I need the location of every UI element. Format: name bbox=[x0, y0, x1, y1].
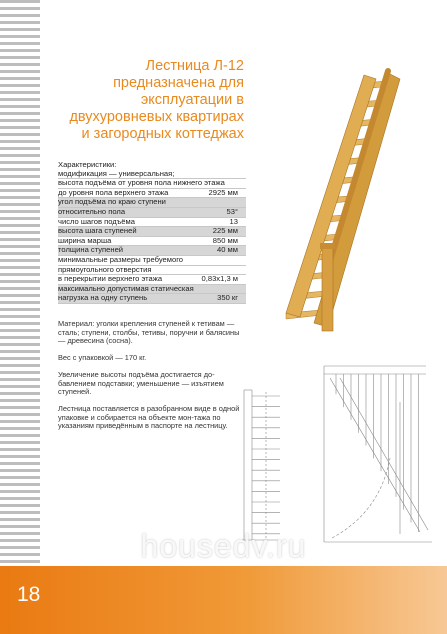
footer-bar bbox=[0, 566, 447, 634]
specifications-title: Характеристики: bbox=[58, 160, 117, 169]
spec-label: до уровня пола верхнего этажа bbox=[58, 187, 169, 197]
delivery-paragraph: Лестница поставляется в разобранном виде в одной упаковке и собирается на объекте мон-тажа по указаниям приведённым в паспорте на лестницу. bbox=[58, 403, 240, 431]
spec-value: 13 bbox=[229, 216, 238, 226]
page-heading bbox=[52, 58, 244, 143]
heading-line: двухуровневых квартирах bbox=[69, 109, 244, 125]
spec-label: число шагов подъёма bbox=[58, 216, 135, 226]
spec-label: толщина ступеней bbox=[58, 245, 124, 255]
spec-label: высота шага ступеней bbox=[58, 226, 137, 236]
spec-label: максимально допустимая статическая bbox=[58, 283, 194, 293]
height-paragraph: Увеличение высоты подъёма достигается до-бавлением подставки; уменьшение — изъятием ступеней. bbox=[58, 369, 224, 397]
staircase-photo bbox=[238, 65, 438, 335]
spec-label: нагрузка на одну ступень bbox=[58, 293, 148, 303]
spec-label: угол подъёма по краю ступени bbox=[58, 197, 166, 207]
spec-label: в перекрытии верхнего этажа bbox=[58, 274, 163, 284]
spec-label: высота подъёма от уровня пола нижнего этажа bbox=[58, 178, 225, 188]
page-number: 18 bbox=[17, 583, 41, 606]
spec-label: минимальные размеры требуемого bbox=[58, 254, 184, 264]
spec-row bbox=[58, 294, 246, 304]
description-text bbox=[58, 320, 243, 439]
spec-label: относительно пола bbox=[58, 206, 126, 216]
spec-value: 225 мм bbox=[212, 226, 238, 236]
spec-label: ширина марша bbox=[58, 235, 112, 245]
heading-line: эксплуатации в bbox=[140, 92, 244, 108]
watermark-text: housedv.ru bbox=[140, 528, 307, 564]
material-paragraph: Материал: уголки крепления ступеней к тетивам — сталь; ступени, столбы, тетивы, поручни и балясины — древесина (сосна). bbox=[58, 319, 240, 346]
technical-drawing bbox=[240, 362, 435, 552]
decorative-stripes bbox=[0, 0, 40, 566]
spec-value: 350 кг bbox=[217, 293, 238, 303]
spec-value: 40 мм bbox=[217, 245, 238, 255]
newel-post bbox=[322, 247, 333, 331]
spec-value: 850 мм bbox=[212, 235, 238, 245]
spec-value: 0,83х1,3 м bbox=[201, 274, 238, 284]
spec-value: 2925 мм bbox=[208, 187, 238, 197]
heading-line: Лестница Л-12 bbox=[145, 58, 244, 74]
newel-post-top bbox=[320, 243, 335, 249]
spec-value: 53° bbox=[226, 206, 238, 216]
specifications-table bbox=[58, 161, 246, 304]
heading-line: и загородных коттеджах bbox=[81, 126, 244, 142]
weight-paragraph: Вес с упаковкой — 170 кг. bbox=[58, 353, 147, 363]
heading-line: предназначена для bbox=[113, 75, 244, 91]
spec-label: модификация — универсальная; bbox=[58, 168, 175, 178]
spec-label: прямоугольного отверстия bbox=[58, 264, 152, 274]
